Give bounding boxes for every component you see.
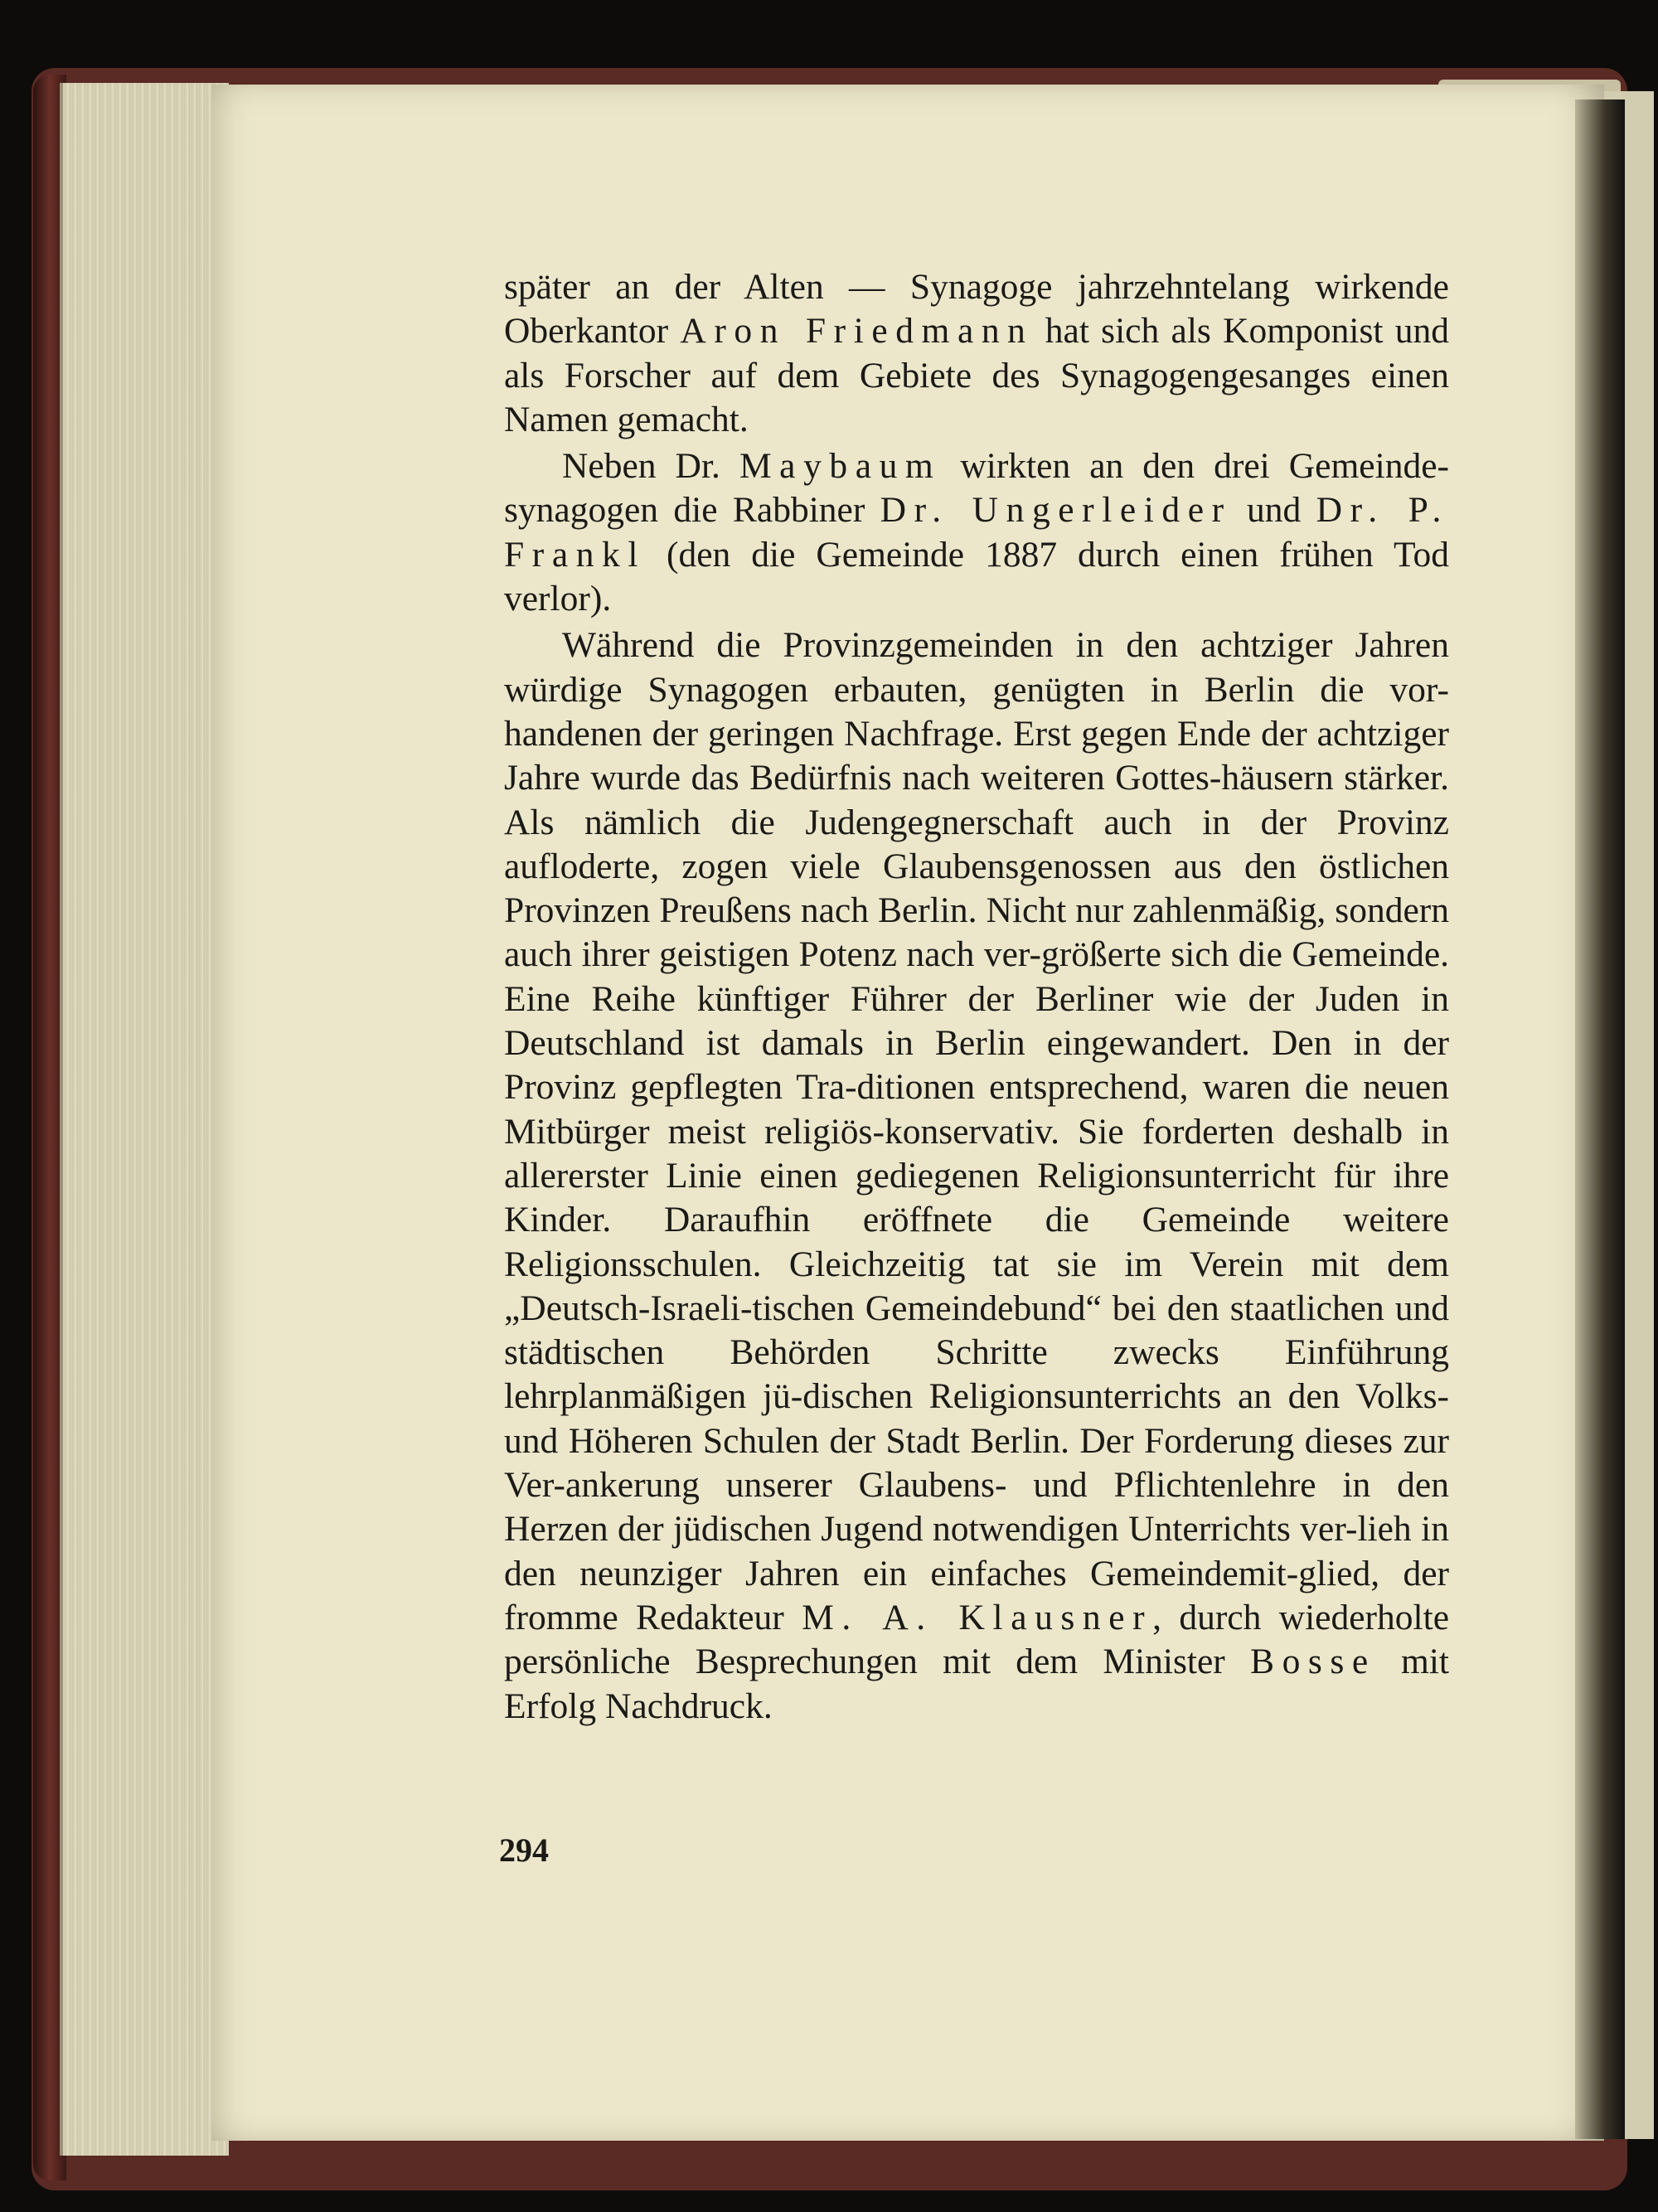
text-run: , durch wiederholte persönliche Besprechungen mit dem Minister [504,1597,1449,1682]
spaced-name: M. A. Klausner [802,1597,1153,1637]
spaced-name: Bosse [1250,1642,1376,1682]
text-run: Während die Provinzgemeinden in den achtziger Jahren würdige Synagogen erbauten, genügten in Berlin die vor-handenen der geringen Nachfrage. Erst gegen Ende der achtziger Jahre wurde das Bedürfnis nach weiteren Gottes-häusern stärker. Als nämlich die Judengegnerschaft auch in der Provinz aufloderte, zogen viele Glaubensgenossen aus den östlichen Provinzen Preußens nach Berlin. Nicht nur zahlenmäßig, sondern auch ihrer geistigen Potenz nach ver-größerte sich die Gemeinde. Eine Reihe künftiger Führer der Berliner wie der Juden in Deutschland ist damals in Berlin eingewandert. Den in der Provinz gepflegten Tra-ditionen entsprechend, waren die neuen Mitbürger meist religiös-konservativ. Sie forderten deshalb in allererster Linie einen gediegenen Religionsunterricht für ihre Kinder. Daraufhin eröffnete die Gemeinde weitere Religionsschulen. Gleichzeitig tat sie im Verein mit dem „Deutsch-Israeli-tischen Gemeindebund“ bei den staatlichen und städtischen Behörden Schritte zwecks Einführung lehrplanmäßigen jü-dischen Religionsunterrichts an den Volks- und Höheren Schulen der Stadt Berlin. Der Forderung dieses zur Ver-ankerung unserer Glaubens- und Pflichtenlehre in den Herzen der jüdischen Jugend notwendigen Unterrichts ver-lieh in den neunziger Jahren ein einfaches Gemeindemit-glied, der fromme Redakteur [504,625,1449,1637]
spaced-name: Dr. P. Frankl [504,490,1449,575]
paragraph-1 [504,265,1449,442]
page-number: 294 [499,1831,549,1869]
text-run: mit Erfolg Nachdruck. [504,1642,1449,1726]
text-run: und [1231,490,1316,531]
paragraph-2 [504,444,1449,621]
page-stack-edge [60,83,229,2156]
text-run: wirkten an den drei Gemeinde-synagogen die Rabbiner [504,446,1449,531]
spaced-name: Dr. Ungerleider [880,490,1232,531]
text-run: (den die Gemeinde 1887 durch einen frühen Tod verlor). [504,534,1449,619]
book-gutter [1575,99,1625,2139]
spaced-name: Maybaum [739,446,942,487]
text-run: Neben Dr. [562,446,739,487]
paragraph-3 [504,623,1449,1728]
text-run: später an der Alten — Synagoge jahrzehntelang wirkende Oberkantor [504,267,1449,352]
text-run: hat sich als Komponist und als Forscher auf dem Gebiete des Synagogengesanges einen Namen gemacht. [504,311,1449,439]
page-body-text [504,265,1449,1729]
spaced-name: Aron Friedmann [680,311,1034,352]
